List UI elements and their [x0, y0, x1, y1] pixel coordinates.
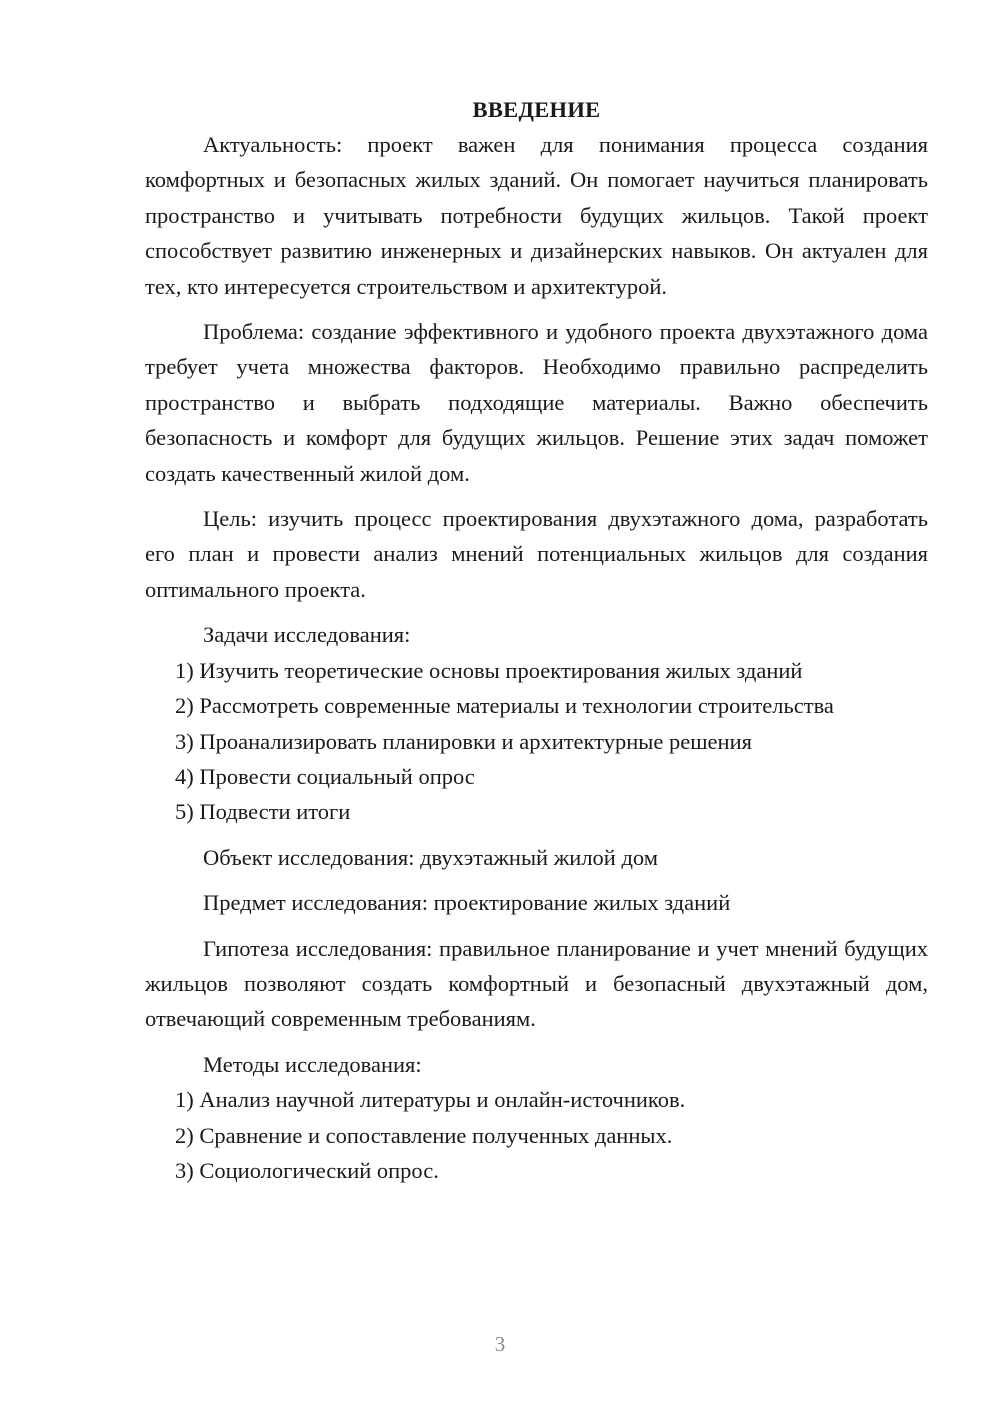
subject-line: Предмет исследования: проектирование жилых зданий — [203, 890, 731, 916]
document-page — [145, 92, 928, 1188]
list-item: 3) Проанализировать планировки и архитектурные решения — [175, 728, 752, 754]
tasks-heading: Задачи исследования: — [203, 622, 411, 648]
page-number: 3 — [494, 1332, 506, 1356]
list-item: 5) Подвести итоги — [175, 799, 351, 825]
goal-paragraph: Цель: изучить процесс проектирования двухэтажного дома, разработать его план и провести анализ мнений потенциальных жильцов для создания оптимального проекта. — [145, 506, 928, 602]
hypothesis-paragraph: Гипотеза исследования: правильное планирование и учет мнений будущих жильцов позволяют создать комфортный и безопасный двухэтажный дом, отвечающий современным требованиям. — [145, 935, 928, 1032]
methods-list — [145, 1082, 928, 1188]
list-item: 1) Анализ научной литературы и онлайн-источников. — [175, 1087, 686, 1113]
list-item: 2) Сравнение и сопоставление полученных данных. — [175, 1122, 673, 1148]
tasks-list — [145, 653, 928, 830]
list-item: 4) Провести социальный опрос — [175, 763, 475, 789]
page-title: ВВЕДЕНИЕ — [472, 97, 601, 122]
methods-heading: Методы исследования: — [203, 1051, 422, 1077]
relevance-paragraph: Актуальность: проект важен для понимания процесса создания комфортных и безопасных жилых зданий. Он помогает научиться планировать пространство и учитывать потребности будущих жильцов. Такой проект способствует развитию инженерных и дизайнерских навыков. Он актуален для тех, кто интересуется строительством и архитектурой. — [145, 132, 928, 299]
list-item: 3) Социологический опрос. — [175, 1157, 439, 1183]
object-line: Объект исследования: двухэтажный жилой дом — [203, 844, 658, 870]
list-item: 2) Рассмотреть современные материалы и технологии строительства — [175, 693, 834, 719]
list-item: 1) Изучить теоретические основы проектирования жилых зданий — [175, 657, 803, 683]
problem-paragraph: Проблема: создание эффективного и удобного проекта двухэтажного дома требует учета множества факторов. Необходимо правильно распределить пространство и выбрать подходящие материалы. Важно обеспечить безопасность и комфорт для будущих жильцов. Решение этих задач поможет создать качественный жилой дом. — [145, 319, 928, 486]
